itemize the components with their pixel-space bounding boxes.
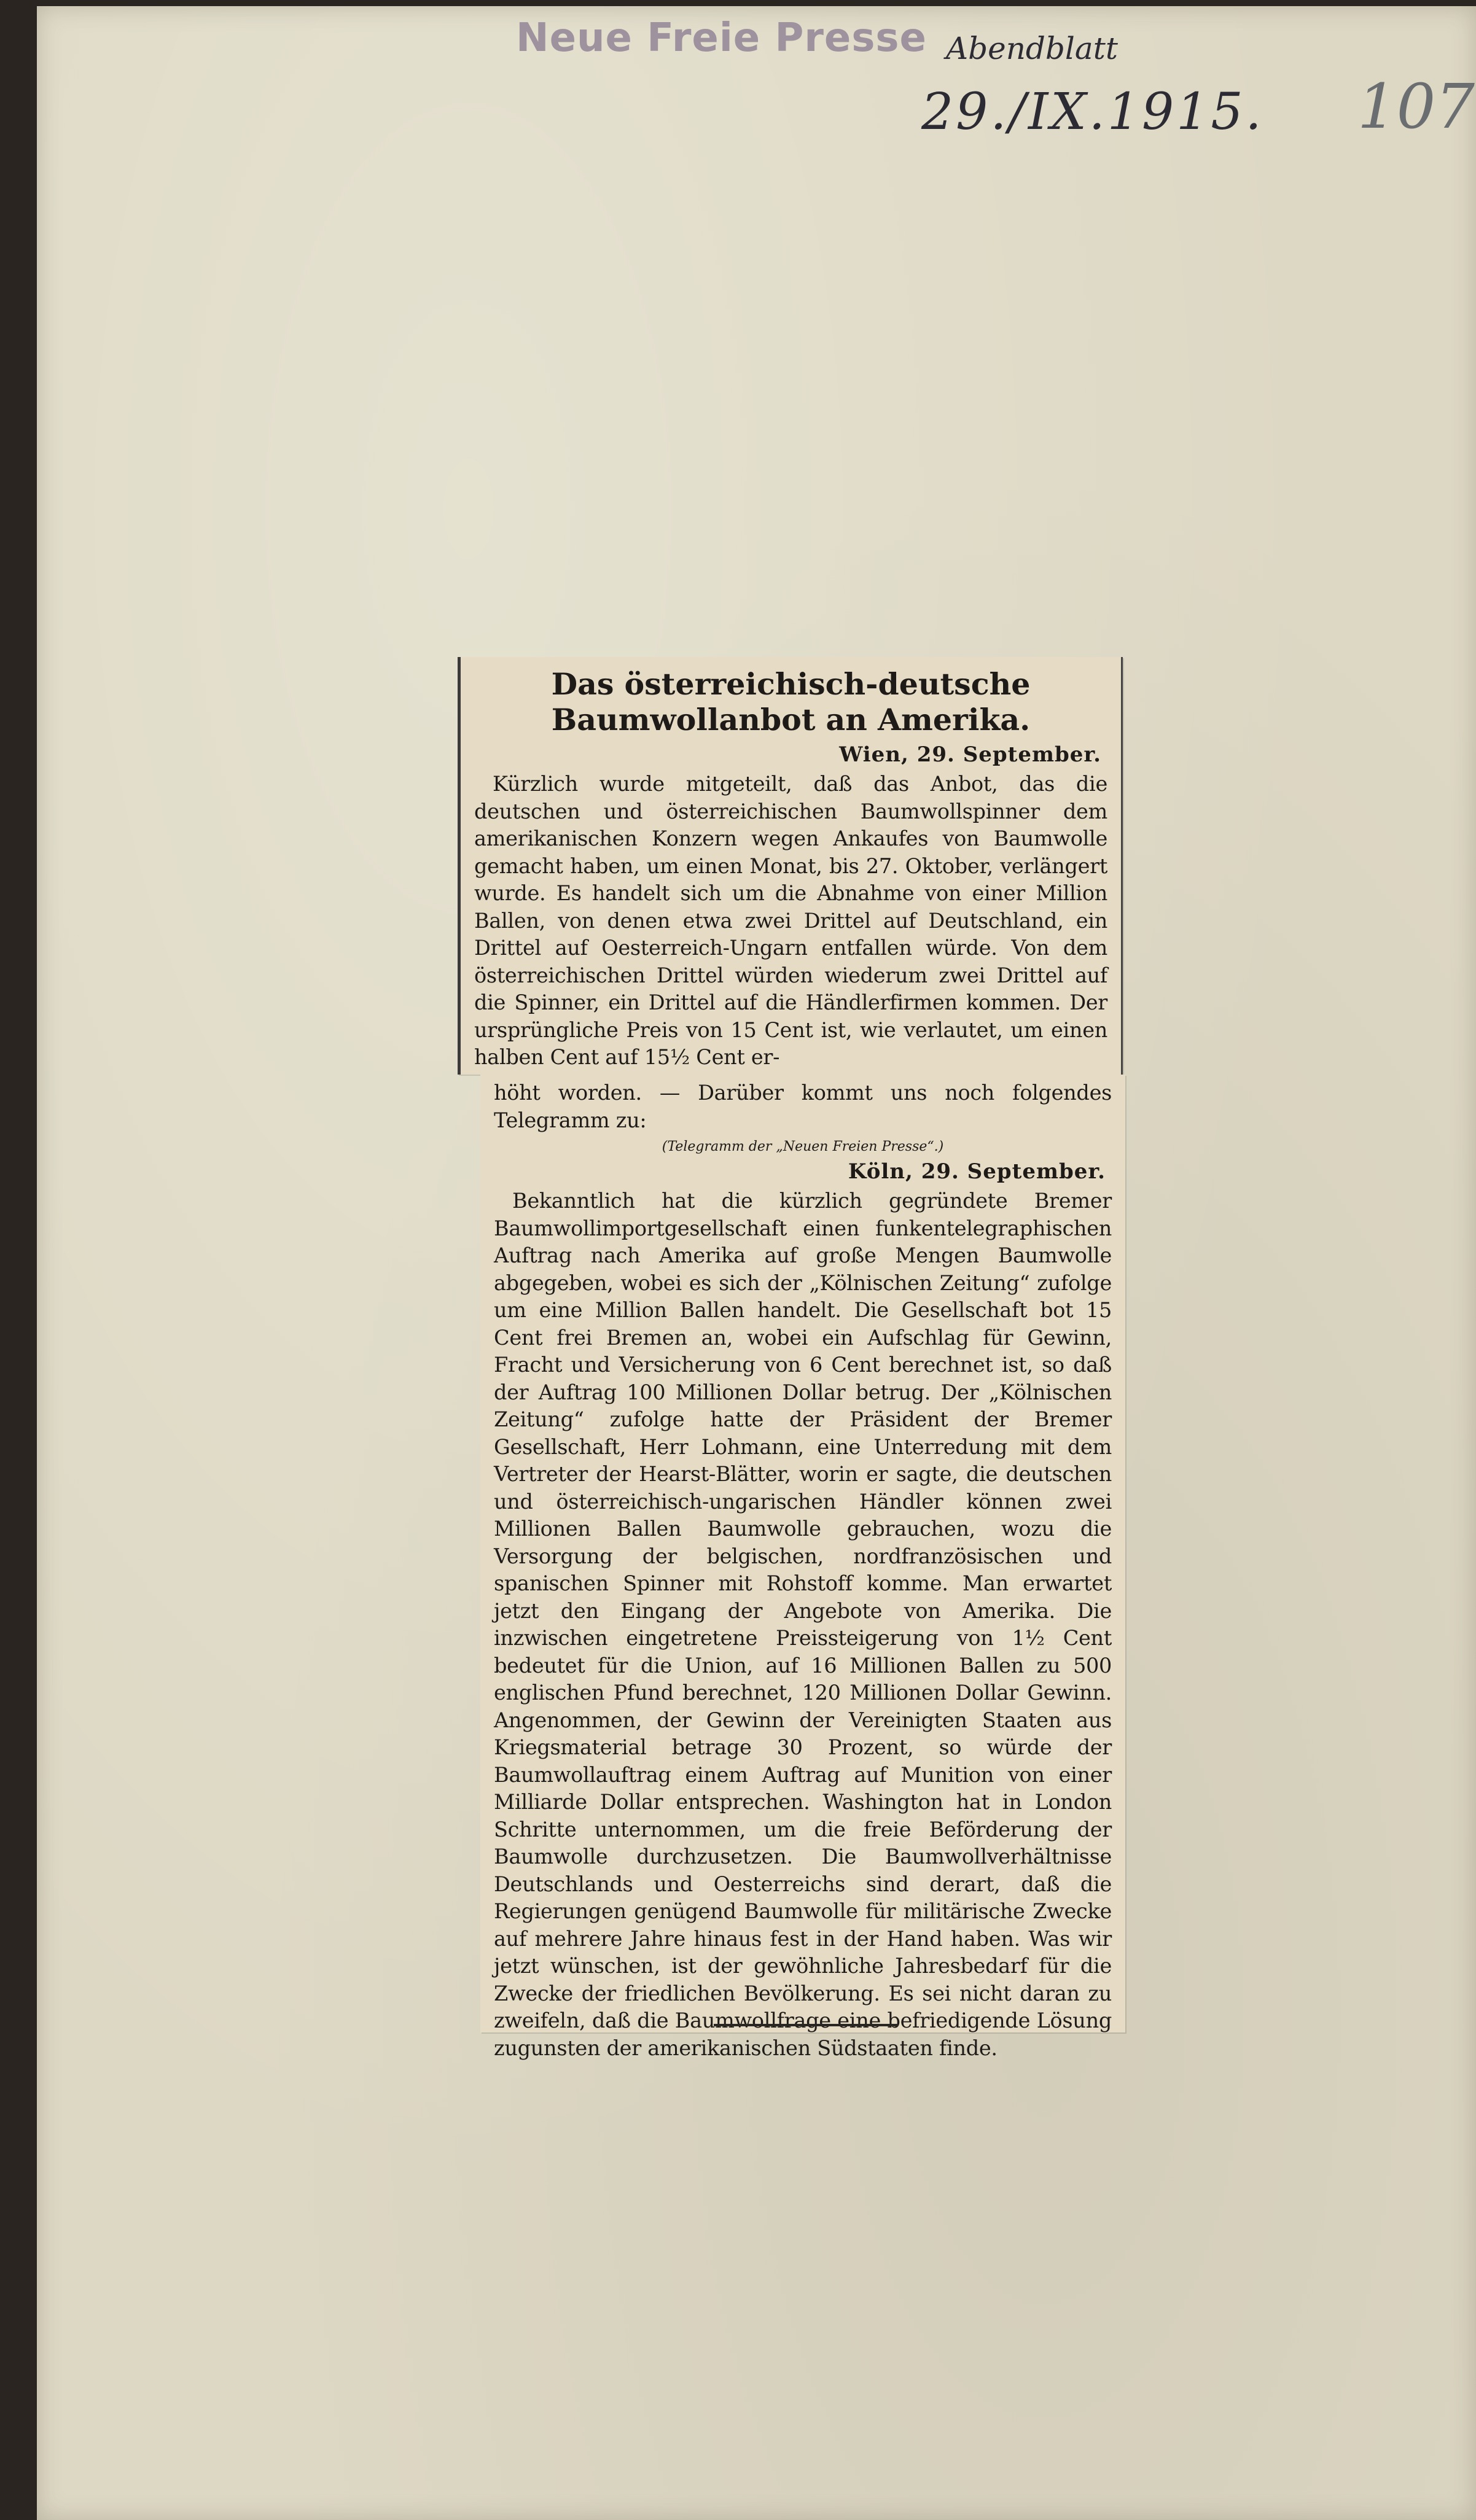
clipping-bottom [480,1075,1125,2060]
end-rule [714,2024,898,2026]
article-paragraph-1: Kürzlich wurde mitgeteilt, daß das Anbot, das die deutschen und österreichischen Baumwollspinner dem amerikanischen Konzern wegen Ankaufes von Baumwolle gemacht haben, um einen Monat, bis 27. Oktober, verlängert wurde. Es handelt sich um die Abnahme von einer Million Ballen, von denen etwa zwei Drittel auf Deutschland, ein Drittel auf Oesterreich-Ungarn entfallen würde. Von dem österreichischen Drittel würden wiederum zwei Drittel auf die Spinner, ein Drittel auf die Händlerfirmen kommen. Der ursprüngliche Preis von 15 Cent ist, wie verlautet, um einen halben Cent auf 15½ Cent er- [474,772,1107,1069]
telegram-note: (Telegramm der „Neuen Freien Presse“.) [662,1139,944,1154]
article-paragraph-2: Bekanntlich hat die kürzlich gegründete Bremer Baumwollimportgesellschaft einen funkentelegraphischen Auftrag nach Amerika auf große Mengen Baumwolle abgegeben, wobei es sich der „Kölnischen Zeitung“ zufolge um eine Million Ballen handelt. Die Gesellschaft bot 15 Cent frei Bremen an, wobei ein Aufschlag für Gewinn, Fracht und Versicherung von 6 Cent berechnet ist, so daß der Auftrag 100 Millionen Dollar betrug. Der „Kölnischen Zeitung“ zufolge hatte der Präsident der Bremer Gesellschaft, Herr Lohmann, eine Unterredung mit dem Vertreter der Hearst-Blätter, worin er sagte, die deutschen und österreichisch-ungarischen Händler können zwei Millionen Ballen Baumwolle gebrauchen, wozu die Versorgung der belgischen, nordfranzösischen und spanischen Spinner mit Rohstoff komme. Man erwartet jetzt den Eingang der Angebote von Amerika. Die inzwischen eingetretene Preissteigerung von 1½ Cent bedeutet für die Union, auf 16 Millionen Ballen zu 500 englischen Pfund berechnet, 120 Millionen Dollar Gewinn. Angenommen, der Gewinn der Vereinigten Staaten aus Kriegsmaterial betrage 30 Prozent, so würde der Baumwollauftrag einem Auftrag auf Munition von einer Milliarde Dollar entsprechen. Washington hat in London Schritte unternommen, um die freie Beförderung der Baumwolle durchzusetzen. Die Baumwollverhältnisse Deutschlands und Oesterreichs sind derart, daß die Regierungen genügend Baumwolle für militärische Zwecke auf mehrere Jahre hinaus fest in der Hand haben. Was wir jetzt wünschen, ist der gewöhnliche Jahresbedarf für die Zwecke der friedlichen Bevölkerung. Es sei nicht daran zu zweifeln, daß die Baumwollfrage eine befriedigende Lösung zugunsten der amerikanischen Südstaaten finde. [494,1189,1112,2060]
archive-sheet [37,6,1476,2520]
dateline-cologne: Köln, 29. September. [848,1159,1106,1184]
article-paragraph-1-continued: höht worden. — Darüber kommt uns noch folgendes Telegramm zu: [494,1081,1112,1132]
handwritten-edition: Abendblatt [946,31,1118,66]
clipping-top [458,657,1123,1075]
newspaper-stamp: Neue Freie Presse [516,15,927,61]
folio-number: 107 [1357,71,1475,142]
handwritten-date: 29./IX.1915. [921,83,1264,141]
dateline-vienna: Wien, 29. September. [839,742,1101,767]
article-headline: Das österreichisch-deutsche Baumwollanbot an Amerika. [551,666,1031,737]
